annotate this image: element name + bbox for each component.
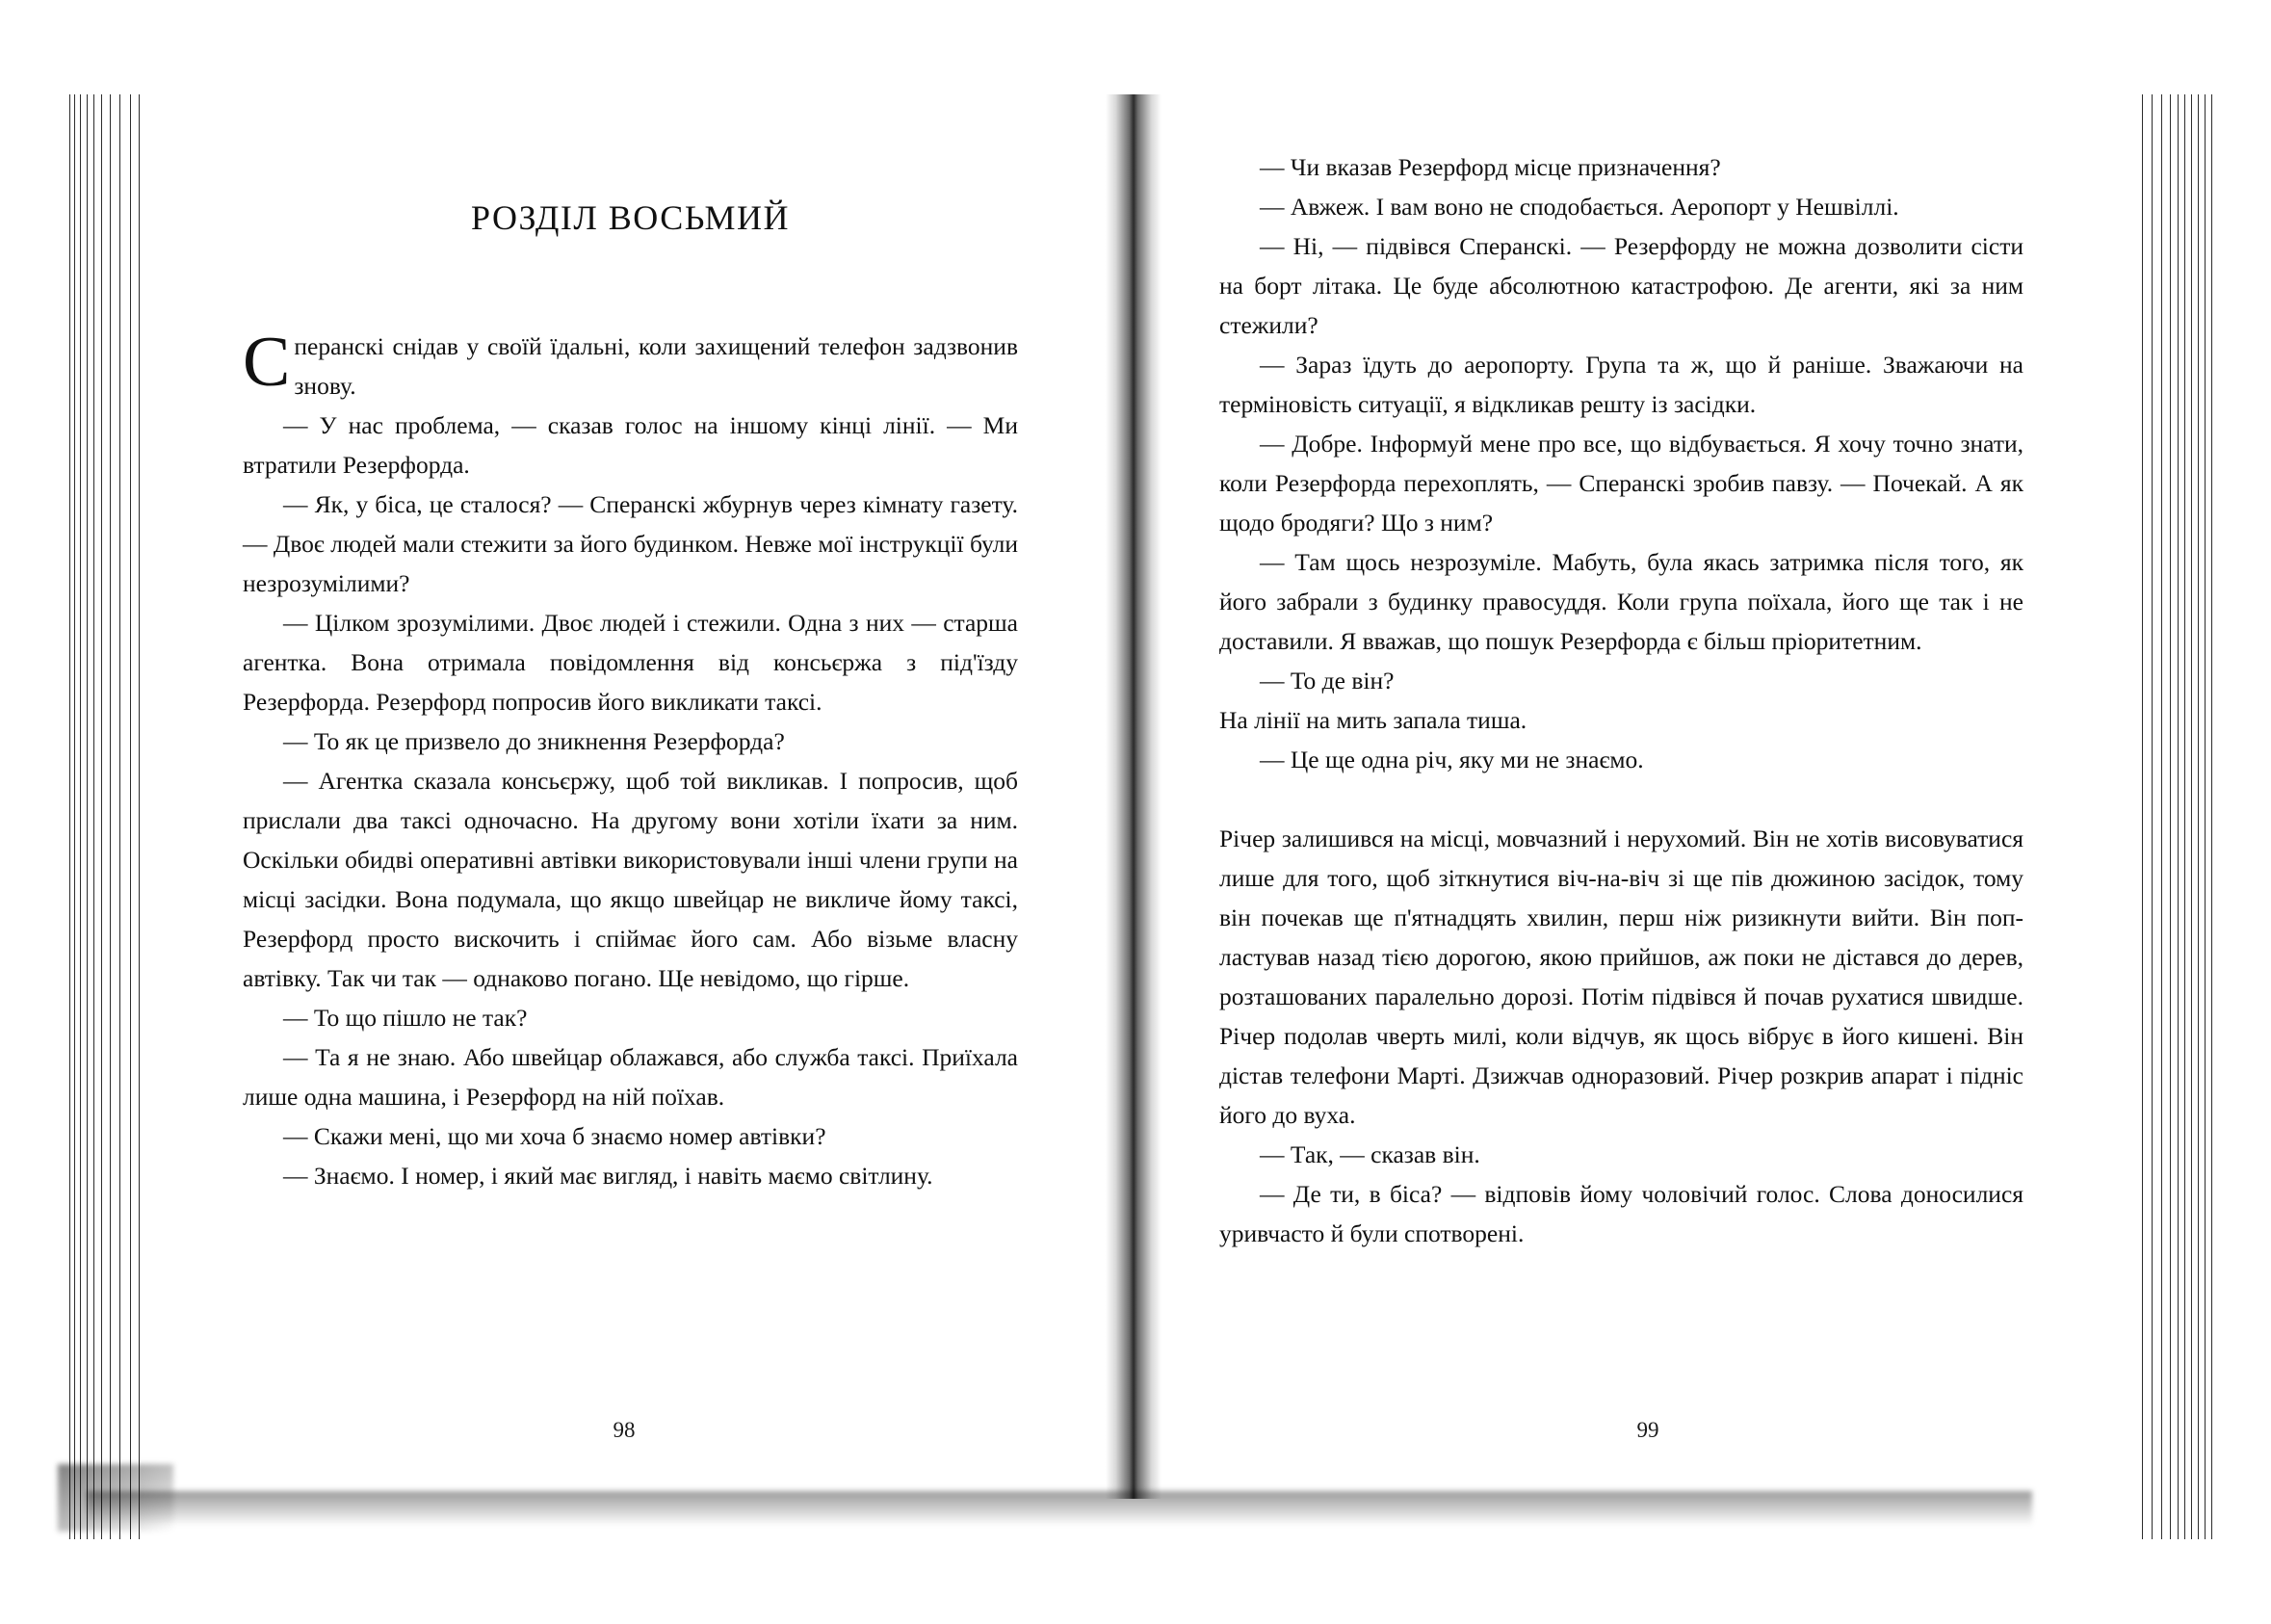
paragraph: — Скажи мені, що ми хоча б знаємо номер автівки? xyxy=(283,1122,826,1150)
paragraph: — Агентка сказала консьєржу, щоб той викликав. І попросив, щоб прислали два таксі одночасно. На другому вони хотіли їхати за ним. Оскільки обидві оперативні автівки використовували інші члени групи на місці засідки. Вона подумала, що якщо швейцар не викличе йому таксі, Резерфорд просто вискочить і спіймає його сам. Або візьме власну автівку. Так чи так — однаково погано. Ще невідомо, що гірше. xyxy=(243,767,1018,992)
page-number-left: 98 xyxy=(613,1418,636,1442)
left-page-text-column xyxy=(243,198,1018,1195)
chapter-title: РОЗДІЛ ВОСЬМИЙ xyxy=(471,198,790,237)
paragraph: — Добре. Інформуй мене про все, що відбувається. Я хочу точно знати, коли Резерфорда перехоплять, — Сперанскі зробив павзу. — Почекай. А як щодо бродяги? Що з ним? xyxy=(1219,430,2023,537)
paragraph: — Знаємо. І номер, і який має вигляд, і навіть маємо світлину. xyxy=(283,1162,933,1190)
paragraph: — Там щось незрозуміле. Мабуть, була якась затримка після того, як його забрали з будинку правосуддя. Коли група поїхала, його ще так і не доставили. Я вважав, що пошук Резерфорда є більш пріоритетним. xyxy=(1219,548,2023,655)
paragraph: — Де ти, в біса? — відповів йому чоловічий голос. Слова доносилися уривчасто й були спотворені. xyxy=(1219,1180,2023,1247)
paragraph: — Так, — сказав він. xyxy=(1260,1140,1480,1168)
left-page-edge-stack xyxy=(67,94,144,1539)
right-page-text-column xyxy=(1219,147,2023,1253)
paragraph: — То що пішло не так? xyxy=(283,1004,528,1032)
book-drop-shadow xyxy=(87,1491,2032,1526)
right-page xyxy=(1162,94,2134,1499)
paragraph: Річер залишився на місці, мовчазний і нерухомий. Він не хотів висовуватися лише для того, щоб зіткнутися віч-на-віч зі ще пів дюжиною засідок, тому він почекав ще п'ятнадцять хвилин, перш ніж ризикнути вийти. Він попластував назад тією дорогою, якою прийшов, аж поки не дістався до дерев, розташованих паралельно дорозі. Потім підвівся й почав рухатися швидше. Річер подолав чверть милі, коли відчув, як щось вібрує в його кишені. Він дістав телефони Марті. Дзижчав одноразовий. Річер розкрив апарат і підніс його до вуха. xyxy=(1219,825,2023,1129)
paragraph-text: перанскі снідав у своїй їдальні, коли захищений телефон задзвонив знову. xyxy=(294,332,1018,400)
paragraph: — Та я не знаю. Або швейцар облажався, або служба таксі. Приїхала лише одна машина, і Резерфорд на ній поїхав. xyxy=(243,1043,1018,1111)
paragraph xyxy=(243,323,1018,406)
paragraph: — Цілком зрозумілими. Двоє людей і стежили. Одна з них — старша агентка. Вона отримала повідомлення від консьєржа з під'їзду Резерфорда. Резерфорд попросив його викликати таксі. xyxy=(243,609,1018,716)
paragraph: — То де він? xyxy=(1260,667,1395,694)
paragraph: — Як, у біса, це сталося? — Сперанскі жбурнув через кімнату газету. — Двоє людей мали стежити за його будинком. Невже мої інструкції були незрозумілими? xyxy=(243,490,1018,597)
paragraph: На лінії на мить запала тиша. xyxy=(1219,706,1527,734)
left-page xyxy=(143,94,1106,1499)
paragraph: — Чи вказав Резерфорд місце призначення? xyxy=(1260,153,1721,181)
paragraph: — У нас проблема, — сказав голос на іншому кінці лінії. — Ми втратили Резерфорда. xyxy=(243,411,1018,479)
book-drop-shadow-left xyxy=(58,1464,173,1532)
paragraph: — Авжеж. І вам воно не сподобається. Аеропорт у Нешвіллі. xyxy=(1260,193,1899,221)
paragraph: — Це ще одна річ, яку ми не знаємо. xyxy=(1260,746,1644,773)
drop-cap: С xyxy=(243,323,291,402)
page-number-right: 99 xyxy=(1636,1418,1659,1442)
right-page-edge-stack xyxy=(2138,94,2215,1539)
book-gutter xyxy=(1106,94,1162,1499)
open-book xyxy=(67,94,2215,1539)
paragraph: — Ні, — підвівся Сперанскі. — Резерфорду не можна дозволити сісти на борт літака. Це буде абсолютною катастрофою. Де агенти, які за ним стежили? xyxy=(1219,232,2023,339)
paragraph: — То як це призвело до зникнення Резерфорда? xyxy=(283,727,785,755)
paragraph: — Зараз їдуть до аеропорту. Група та ж, що й раніше. Зважаючи на терміновість ситуації, я відкликав решту із засідки. xyxy=(1219,351,2023,418)
